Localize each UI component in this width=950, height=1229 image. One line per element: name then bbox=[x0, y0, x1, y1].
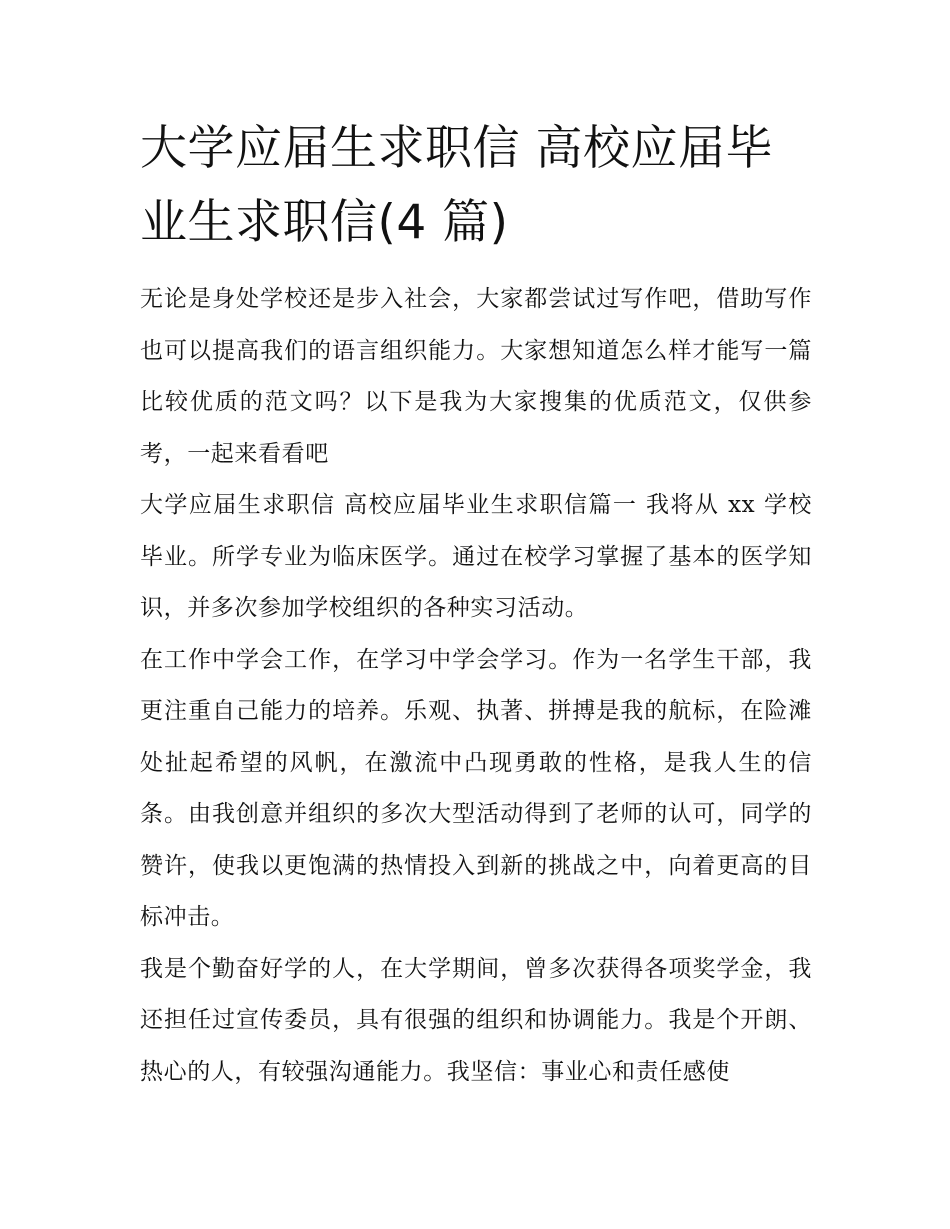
paragraph-intro: 无论是身处学校还是步入社会，大家都尝试过写作吧，借助写作也可以提高我们的语言组织能力。大家想知道怎么样才能写一篇比较优质的范文吗？以下是我为大家搜集的优质范文，仅供参考，一起来看看吧 bbox=[140, 286, 812, 467]
paragraph-letter-opening: 大学应届生求职信 高校应届毕业生求职信篇一 我将从 xx 学校毕业。所学专业为临床医学。通过在校学习掌握了基本的医学知识，并多次参加学校组织的各种实习活动。 bbox=[140, 492, 812, 621]
document-body bbox=[140, 274, 812, 1098]
document-title: 大学应届生求职信 高校应届毕业生求职信(4 篇) bbox=[140, 121, 773, 250]
paragraph-work-study: 在工作中学会工作，在学习中学会学习。作为一名学生干部，我更注重自己能力的培养。乐观、执著、拼搏是我的航标，在险滩处扯起希望的风帆，在激流中凸现勇敢的性格，是我人生的信条。由我创意并组织的多次大型活动得到了老师的认可，同学的赞许，使我以更饱满的热情投入到新的挑战之中，向着更高的目标冲击。 bbox=[140, 646, 812, 930]
paragraph-personal-traits: 我是个勤奋好学的人，在大学期间，曾多次获得各项奖学金，我还担任过宣传委员，具有很强的组织和协调能力。我是个开朗、热心的人，有较强沟通能力。我坚信：事业心和责任感使 bbox=[140, 955, 812, 1085]
